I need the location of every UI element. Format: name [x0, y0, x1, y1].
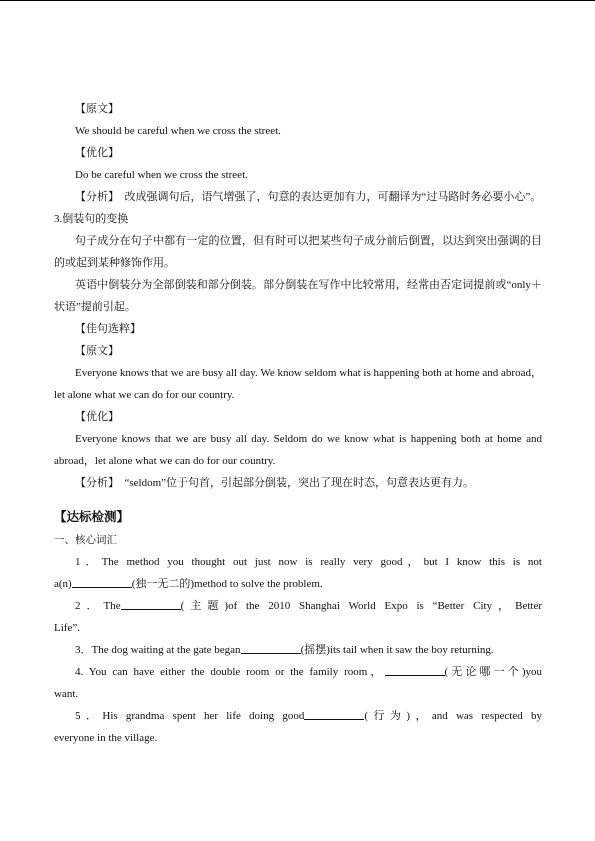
question-line — [54, 573, 542, 595]
answer-blank[interactable] — [385, 664, 445, 676]
question-line — [54, 705, 542, 727]
question-line: want. — [54, 688, 79, 700]
section-paragraph: 英语中倒装分为全部倒装和部分倒装。部分倒装在写作中比较常用，经常由否定词提前或“only＋状语”提前引起。 — [54, 279, 542, 313]
question-text: 5．His grandma spent her life doing good — [75, 710, 305, 722]
hint-text: (无论哪一个) — [444, 666, 526, 678]
original-sentence: We should be careful when we cross the street. — [75, 125, 281, 137]
section-paragraph: 句子成分在句子中都有一定的位置，但有时可以把某些句子成分前后倒置，以达到突出强调的目的或起到某种修饰作用。 — [54, 235, 542, 269]
question-text: ，and was respected by — [410, 710, 542, 722]
answer-blank[interactable] — [72, 576, 132, 588]
question-text: 4. You can have either the double room or the family room， — [75, 666, 385, 678]
hint-text: (摇摆) — [300, 644, 330, 656]
label-original: 【原文】 — [75, 345, 119, 357]
question-text: its tail when it saw the boy returning. — [329, 644, 494, 656]
document-body — [54, 98, 542, 749]
question-text: 3．The dog waiting at the gate began — [75, 644, 241, 656]
question-line: Life”. — [54, 622, 80, 634]
original-sentence: Everyone knows that we are busy all day. We know seldom what is happening both at home and abroad，let alone what we can do for our country. — [54, 367, 542, 401]
page-top-rule — [0, 0, 595, 1]
question-line: everyone in the village. — [54, 732, 158, 744]
label-original: 【原文】 — [75, 103, 119, 115]
question-text: 2．The — [75, 600, 121, 612]
question-line — [54, 595, 542, 617]
analysis-text: 【分析】 “seldom”位于句首，引起部分倒装，突出了现在时态，句意表达更有力。 — [75, 477, 475, 489]
test-heading: 【达标检测】 — [54, 509, 130, 524]
optimized-sentence: Everyone knows that we are busy all day. Seldom do we know what is happening both at home and abroad，let alone what we can do for our country. — [54, 433, 542, 467]
label-examples: 【佳句选粹】 — [75, 323, 141, 335]
test-subheading: 一、核心词汇 — [54, 534, 117, 546]
hint-text: (独一无二的) — [131, 578, 195, 590]
answer-blank[interactable] — [304, 708, 364, 720]
answer-blank[interactable] — [241, 642, 301, 654]
question-text: a(n) — [54, 578, 72, 590]
question-text: method to solve the problem. — [194, 578, 323, 590]
question-text: you — [525, 666, 542, 678]
section-title: 3.倒装句的变换 — [54, 213, 129, 225]
question-line — [54, 639, 542, 661]
question-line: 1．The method you thought out just now is really very good，but I know this is not — [75, 556, 542, 568]
label-optimized: 【优化】 — [75, 147, 119, 159]
answer-blank[interactable] — [121, 598, 181, 610]
question-text: of the 2010 Shanghai World Expo is “Better City，Better — [228, 600, 542, 612]
question-line — [54, 661, 542, 683]
label-optimized: 【优化】 — [75, 411, 119, 423]
analysis-text: 【分析】 改成强调句后，语气增强了，句意的表达更加有力，可翻译为“过马路时务必要小心”。 — [75, 191, 542, 203]
optimized-sentence: Do be careful when we cross the street. — [75, 169, 248, 181]
hint-text: (主题) — [180, 600, 229, 612]
hint-text: (行为) — [364, 710, 410, 722]
